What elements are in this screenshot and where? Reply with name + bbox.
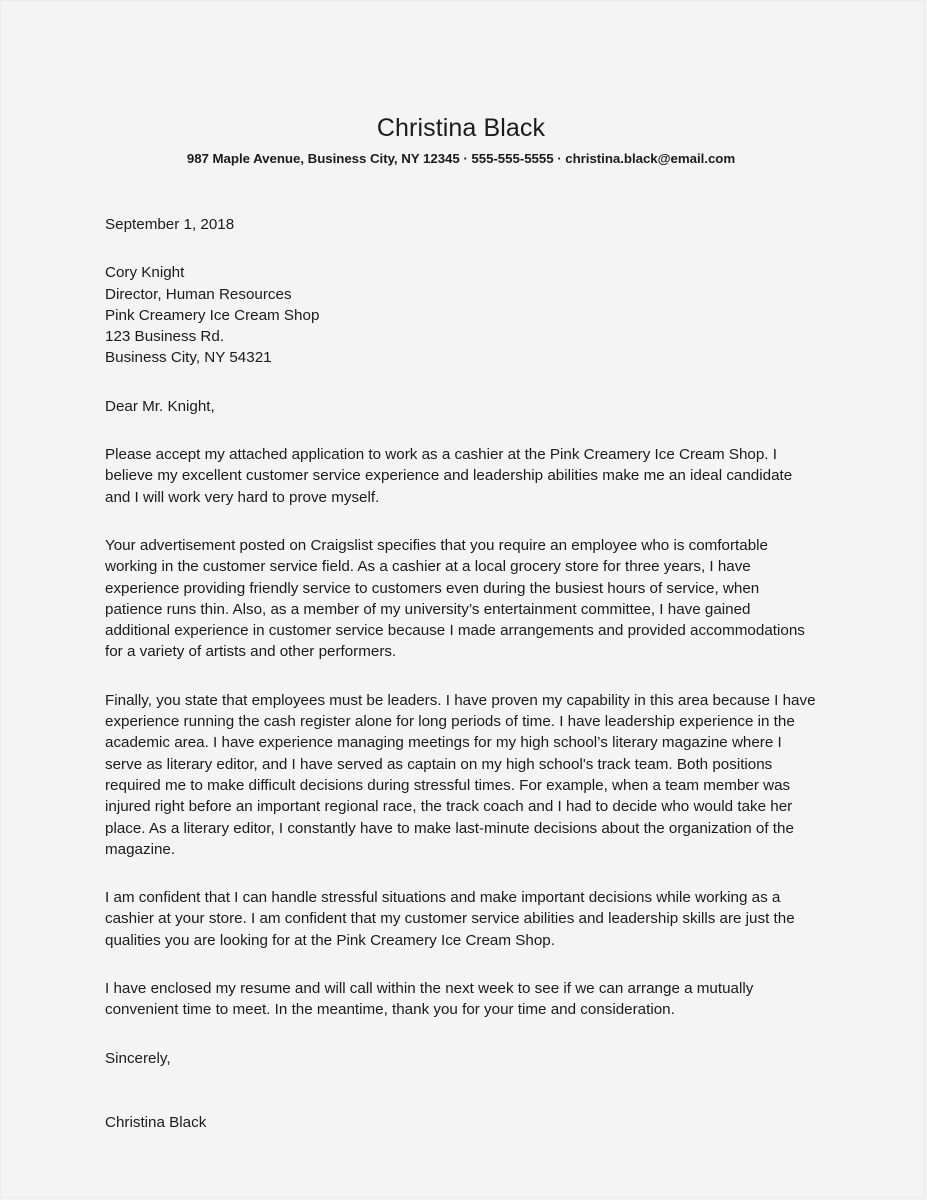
letter-date: September 1, 2018 (105, 216, 235, 233)
recipient-company: Pink Creamery Ice Cream Shop (105, 306, 320, 324)
recipient-title: Director, Human Resources (105, 285, 292, 303)
recipient-street: 123 Business Rd. (105, 328, 225, 346)
salutation: Dear Mr. Knight, (105, 397, 215, 415)
recipient-address-block (105, 262, 817, 368)
body-paragraph: Your advertisement posted on Craigslist specifies that you require an employee who is comfortable working in the customer service field. As a cashier at a local grocery store for three years, I have experience providing friendly service to customers even during the busiest hours of service, when patience runs thin. Also, as a member of my university’s entertainment committee, I have gained additional experience in customer service because I made arrangements and provided accommodations for a variety of artists and other performers. (105, 536, 805, 661)
body-paragraph: I am confident that I can handle stressful situations and make important decisions while working as a cashier at your store. I am confident that my customer service abilities and leadership skills are just the qualities you are looking for at the Pink Creamery Ice Cream Shop. (105, 889, 795, 949)
recipient-city-state-zip: Business City, NY 54321 (105, 349, 272, 367)
letter-content (105, 1, 817, 1133)
letter-body (105, 168, 817, 1133)
body-paragraph: Please accept my attached application to work as a cashier at the Pink Creamery Ice Cream Shop. I believe my excellent customer service experience and leadership abilities make me an ideal candidate and I will work very hard to prove myself. (105, 446, 793, 506)
recipient-name: Cory Knight (105, 264, 185, 282)
body-paragraph: I have enclosed my resume and will call within the next week to see if we can arrange a mutually convenient time to meet. In the meantime, thank you for your time and consideration. (105, 980, 754, 1019)
letterhead (105, 1, 817, 168)
closing-salutation: Sincerely, (105, 1049, 171, 1067)
sender-name: Christina Black (376, 114, 546, 142)
sender-contact-line: 987 Maple Avenue, Business City, NY 12345 · 555-555-5555 · christina.black@email.com (186, 151, 736, 166)
signature-name: Christina Black (105, 1113, 207, 1131)
body-paragraph: Finally, you state that employees must be leaders. I have proven my capability in this area because I have experience running the cash register alone for long periods of time. I have leadership experience in the academic area. I have experience managing meetings for my high school’s literary magazine where I serve as literary editor, and I have served as captain on my high school's track team. Both positions required me to make difficult decisions during stressful times. For example, when a team member was injured right before an important regional race, the track coach and I had to decide who would take her place. As a literary editor, I constantly have to make last-minute decisions about the organization of the magazine. (105, 691, 816, 858)
